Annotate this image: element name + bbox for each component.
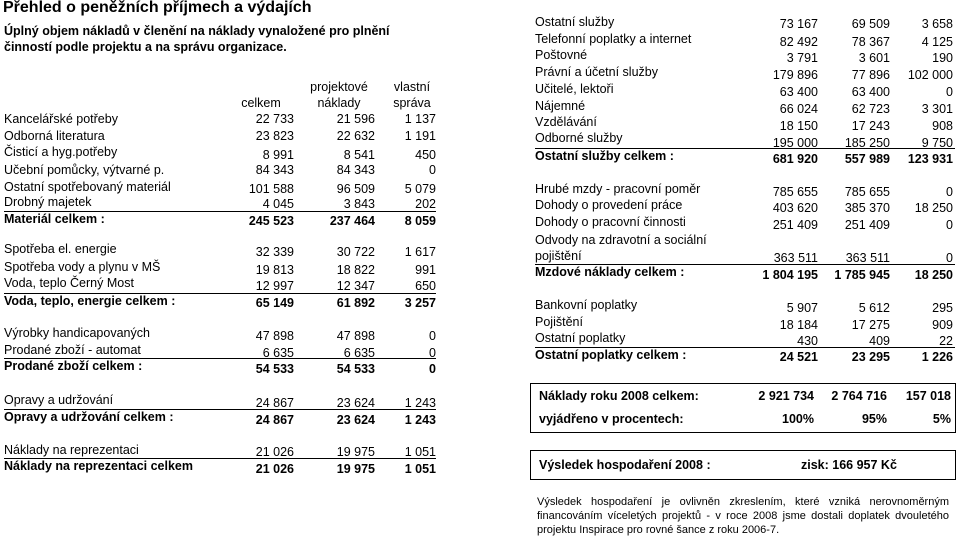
value-sprava: 0 — [946, 85, 953, 99]
value-projektove: 63 400 — [851, 85, 890, 99]
value-sprava: 3 658 — [921, 17, 953, 31]
value-projektove: 96 509 — [336, 182, 375, 196]
page-title: Přehled o peněžních příjmech a výdajích — [3, 0, 312, 16]
total-row — [535, 265, 953, 283]
total-sprava: 1 243 — [404, 413, 436, 427]
row-label: Učební pomůcky, výtvarné p. — [4, 163, 165, 177]
total-sprava: 18 250 — [914, 268, 953, 282]
table-row — [535, 48, 953, 66]
value-sprava: 5 079 — [404, 182, 436, 196]
row-label: Ostatní poplatky — [535, 331, 626, 345]
value-projektove: 69 509 — [851, 17, 890, 31]
value-sprava: 909 — [932, 318, 953, 332]
table-row — [4, 276, 436, 294]
value-celkem: 18 150 — [779, 119, 818, 133]
result-label: Výsledek hospodaření 2008 : — [539, 458, 711, 472]
value-celkem: 3 791 — [786, 51, 818, 65]
value-projektove: 5 612 — [858, 301, 890, 315]
value-projektove: 84 343 — [336, 163, 375, 177]
value-celkem: 195 000 — [772, 136, 818, 150]
value-projektove: 8 541 — [343, 148, 375, 162]
value-projektove: 17 243 — [851, 119, 890, 133]
summary-label: Náklady roku 2008 celkem: — [539, 389, 699, 403]
row-label: Náklady na reprezentaci — [4, 443, 139, 457]
value-sprava: 1 191 — [404, 129, 436, 143]
table-row — [535, 65, 953, 83]
value-sprava: 9 750 — [921, 136, 953, 150]
value-celkem: 66 024 — [779, 102, 818, 116]
value-sprava: 0 — [946, 218, 953, 232]
value-celkem: 101 588 — [248, 182, 294, 196]
value-celkem: 73 167 — [779, 17, 818, 31]
row-label: Ostatní služby — [535, 15, 615, 29]
value-sprava: 1 137 — [404, 112, 436, 126]
value-celkem: 8 991 — [262, 148, 294, 162]
row-label: Drobný majetek — [4, 195, 92, 209]
row-label: Kancelářské potřeby — [4, 112, 118, 126]
value-sprava: 3 301 — [921, 102, 953, 116]
value-sprava: 0 — [946, 185, 953, 199]
left-cost-table — [4, 0, 436, 537]
row-label: Dohody o provedení práce — [535, 198, 683, 212]
row-label: Odborné služby — [535, 131, 623, 145]
pct-celkem: 100% — [782, 412, 814, 426]
result-box — [530, 450, 956, 480]
row-label: Právní a účetní služby — [535, 65, 658, 79]
value-projektove: 30 722 — [336, 245, 375, 259]
value-sprava: 1 617 — [404, 245, 436, 259]
value-projektove: 6 635 — [343, 346, 375, 360]
value-projektove: 19 975 — [336, 445, 375, 459]
value-celkem: 84 343 — [255, 163, 294, 177]
total-projektove: 19 975 — [336, 462, 375, 476]
value-celkem: 82 492 — [779, 35, 818, 49]
value-projektove: 3 843 — [343, 197, 375, 211]
total-celkem: 24 521 — [779, 350, 818, 364]
value-sprava: 18 250 — [914, 201, 953, 215]
row-label: Ostatní spotřebovaný materiál — [4, 180, 171, 194]
value-sprava: 0 — [429, 163, 436, 177]
value-projektove: 3 601 — [858, 51, 890, 65]
result-value: zisk: 166 957 Kč — [801, 458, 897, 472]
value-celkem: 403 620 — [772, 201, 818, 215]
value-projektove: 22 632 — [336, 129, 375, 143]
value-celkem: 47 898 — [255, 329, 294, 343]
page-subtitle: Úplný objem nákladů v členění na náklady vynaložené pro plnění činností podle projektu a na správu organizace. — [4, 24, 390, 54]
table-row — [535, 232, 953, 266]
total-celkem: 1 804 195 — [762, 268, 818, 282]
total-label: Opravy a udržování celkem : — [4, 410, 174, 424]
total-celkem: 245 523 — [248, 214, 294, 228]
table-row — [535, 198, 953, 216]
value-projektove: 77 896 — [851, 68, 890, 82]
row-label: Čisticí a hyg.potřeby — [4, 145, 118, 159]
table-row — [535, 15, 953, 33]
total-sprava: 1 226 — [921, 350, 953, 364]
value-celkem: 32 339 — [255, 245, 294, 259]
total-celkem: 21 026 — [255, 462, 294, 476]
value-sprava: 1 051 — [404, 445, 436, 459]
table-row — [535, 82, 953, 100]
total-row — [535, 149, 953, 167]
total-projektove: 23 295 — [851, 350, 890, 364]
value-sprava: 295 — [932, 301, 953, 315]
value-celkem: 23 823 — [255, 129, 294, 143]
value-projektove: 363 511 — [845, 251, 890, 265]
row-label: Telefonní poplatky a internet — [535, 32, 692, 46]
total-label: Náklady na reprezentaci celkem — [4, 459, 193, 473]
value-sprava: 0 — [429, 346, 436, 360]
summary-projektove: 2 764 716 — [831, 389, 887, 403]
value-sprava: 190 — [932, 51, 953, 65]
total-celkem: 681 920 — [772, 152, 818, 166]
row-label: Dohody o pracovní činnosti — [535, 215, 686, 229]
total-row — [535, 348, 953, 366]
value-projektove: 23 624 — [336, 396, 375, 410]
value-sprava: 1 243 — [404, 396, 436, 410]
row-label: Pojištění — [535, 315, 583, 329]
value-projektove: 185 250 — [844, 136, 890, 150]
value-projektove: 47 898 — [336, 329, 375, 343]
total-sprava: 0 — [429, 362, 436, 376]
row-label: Opravy a udržování — [4, 393, 114, 407]
total-projektove: 1 785 945 — [834, 268, 890, 282]
row-label: Odvody na zdravotní a sociální pojištění — [535, 233, 707, 263]
total-sprava: 123 931 — [907, 152, 953, 166]
row-label: Prodané zboží - automat — [4, 343, 141, 357]
table-row — [4, 242, 436, 260]
row-label: Bankovní poplatky — [535, 298, 638, 312]
table-row — [535, 215, 953, 233]
value-projektove: 18 822 — [336, 263, 375, 277]
value-projektove: 12 347 — [336, 279, 375, 293]
total-projektove: 23 624 — [336, 413, 375, 427]
value-sprava: 0 — [946, 251, 953, 265]
value-sprava: 102 000 — [907, 68, 953, 82]
value-sprava: 22 — [939, 334, 953, 348]
table-row — [4, 163, 436, 181]
total-projektove: 237 464 — [329, 214, 375, 228]
row-label: Poštovné — [535, 48, 588, 62]
total-row — [4, 459, 436, 477]
value-celkem: 4 045 — [262, 197, 294, 211]
value-projektove: 17 275 — [851, 318, 890, 332]
table-row — [4, 145, 436, 163]
summary-celkem: 2 921 734 — [758, 389, 814, 403]
value-projektove: 78 367 — [851, 35, 890, 49]
value-projektove: 251 409 — [844, 218, 890, 232]
total-sprava: 3 257 — [404, 296, 436, 310]
value-celkem: 63 400 — [779, 85, 818, 99]
value-sprava: 450 — [415, 148, 436, 162]
value-celkem: 22 733 — [255, 112, 294, 126]
value-celkem: 24 867 — [255, 396, 294, 410]
value-sprava: 991 — [415, 263, 436, 277]
total-label: Mzdové náklady celkem : — [535, 265, 685, 279]
value-celkem: 179 896 — [772, 68, 818, 82]
row-label: Učitelé, lektoři — [535, 82, 614, 96]
row-label: Voda, teplo Černý Most — [4, 276, 134, 290]
value-celkem: 363 511 — [773, 251, 818, 265]
row-label: Nájemné — [535, 99, 586, 113]
total-row — [4, 359, 436, 377]
row-label: Odborná literatura — [4, 129, 105, 143]
total-celkem: 24 867 — [255, 413, 294, 427]
value-sprava: 4 125 — [921, 35, 953, 49]
value-sprava: 202 — [415, 197, 436, 211]
row-label: Výrobky handicapovaných — [4, 326, 150, 340]
total-label: Materiál celkem : — [4, 212, 105, 226]
table-row — [4, 326, 436, 344]
total-celkem: 54 533 — [255, 362, 294, 376]
table-row — [4, 112, 436, 130]
value-celkem: 19 813 — [255, 263, 294, 277]
total-sprava: 8 059 — [404, 214, 436, 228]
summary-box — [530, 383, 956, 433]
value-projektove: 785 655 — [844, 185, 890, 199]
total-projektove: 61 892 — [336, 296, 375, 310]
total-row — [4, 294, 436, 312]
summary-sprava: 157 018 — [905, 389, 951, 403]
summary-pct-label: vyjádřeno v procentech: — [539, 412, 684, 426]
value-celkem: 21 026 — [255, 445, 294, 459]
value-celkem: 430 — [797, 334, 818, 348]
total-label: Prodané zboží celkem : — [4, 359, 143, 373]
total-celkem: 65 149 — [255, 296, 294, 310]
header-celkem: celkem — [241, 96, 281, 110]
total-row — [4, 212, 436, 230]
total-label: Voda, teplo, energie celkem : — [4, 294, 176, 308]
value-projektove: 21 596 — [336, 112, 375, 126]
row-label: Vzdělávání — [535, 115, 597, 129]
value-sprava: 650 — [415, 279, 436, 293]
pct-sprava: 5% — [932, 412, 951, 426]
total-label: Ostatní služby celkem : — [535, 149, 674, 163]
value-sprava: 0 — [429, 329, 436, 343]
value-celkem: 785 655 — [772, 185, 818, 199]
value-projektove: 409 — [869, 334, 890, 348]
table-row — [535, 298, 953, 316]
value-celkem: 5 907 — [786, 301, 818, 315]
total-sprava: 1 051 — [404, 462, 436, 476]
row-label: Spotřeba el. energie — [4, 242, 117, 256]
value-celkem: 6 635 — [262, 346, 294, 360]
header-projektove-naklady: projektové náklady — [310, 80, 368, 110]
value-projektove: 385 370 — [844, 201, 890, 215]
total-projektove: 54 533 — [336, 362, 375, 376]
value-celkem: 12 997 — [255, 279, 294, 293]
total-label: Ostatní poplatky celkem : — [535, 348, 687, 362]
row-label: Hrubé mzdy - pracovní poměr — [535, 182, 701, 196]
note-text: Výsledek hospodaření je ovlivněn zkreslením, které vzniká nerovnoměrným financováním víceletých projektů - v roce 2008 jsme dostali doplatek dvouletého projektu Inspirace pro rovné šance z roku 2006-7. — [537, 496, 949, 536]
value-sprava: 908 — [932, 119, 953, 133]
value-celkem: 251 409 — [772, 218, 818, 232]
total-projektove: 557 989 — [844, 152, 890, 166]
value-projektove: 62 723 — [851, 102, 890, 116]
pct-projektove: 95% — [861, 412, 887, 426]
header-vlastni-sprava: vlastní správa — [393, 80, 431, 110]
row-label: Spotřeba vody a plynu v MŠ — [4, 260, 161, 274]
total-row — [4, 410, 436, 428]
table-row — [535, 131, 953, 149]
value-celkem: 18 184 — [779, 318, 818, 332]
